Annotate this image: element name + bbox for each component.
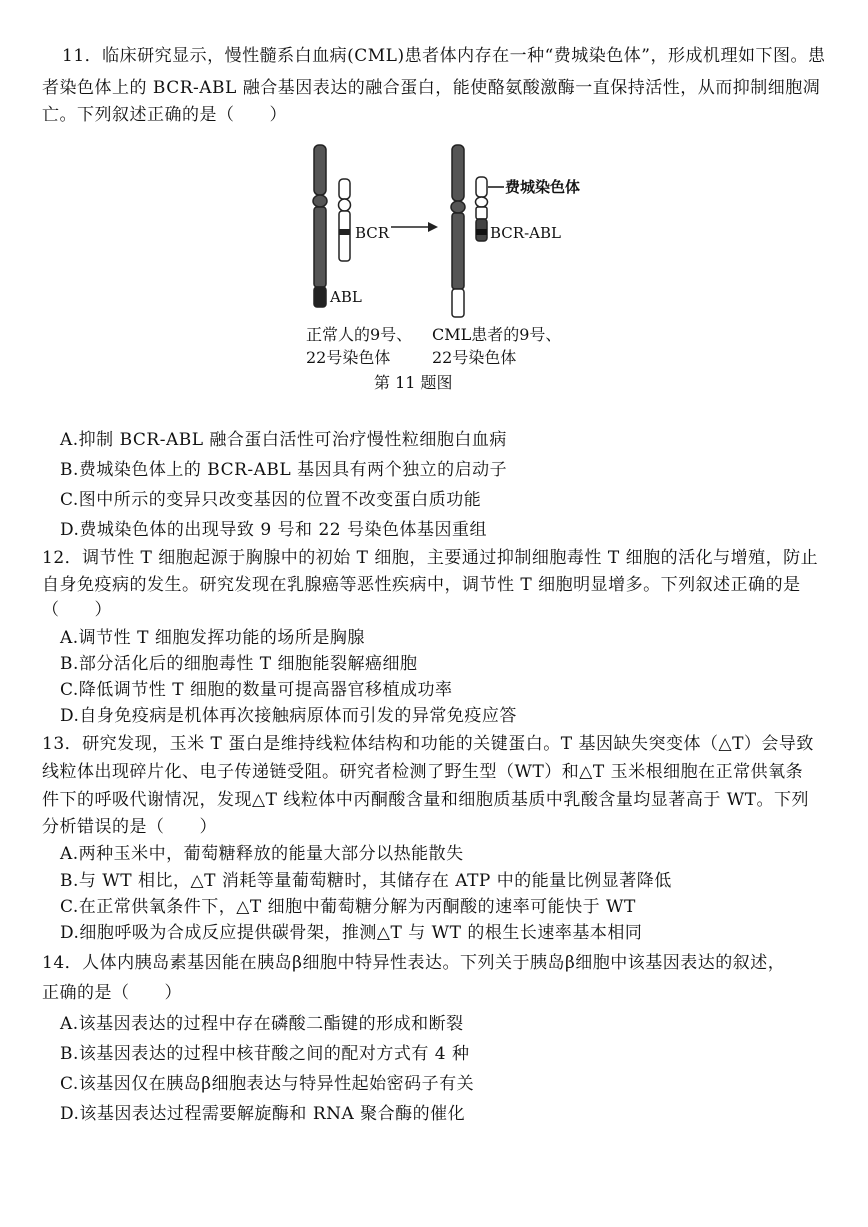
caption-cml-line-1: CML患者的9号、 [432, 325, 562, 344]
q13-stem-line-2: 线粒体出现碎片化、电子传递链受阻。研究者检测了野生型（WT）和△T 玉米根细胞在正常供氧条 [42, 762, 804, 782]
label-bcr: BCR [355, 224, 390, 242]
caption-normal-line-1: 正常人的9号、 [306, 325, 413, 344]
label-bcr-abl: BCR-ABL [490, 224, 561, 242]
q11-stem-line-1: 11．临床研究显示，慢性髓系白血病(CML)患者体内存在一种“费城染色体”，形成机理如下图。患 [62, 46, 826, 66]
caption-normal-line-2: 22号染色体 [306, 348, 391, 367]
caption-cml-line-2: 22号染色体 [432, 348, 517, 367]
q13-stem-line-3: 件下的呼吸代谢情况，发现△T 线粒体中丙酮酸含量和细胞质基质中乳酸含量均显著高于 WT。下列 [42, 790, 810, 810]
cml-chromosome-9 [451, 145, 465, 317]
q12-option-d: D.自身免疫病是机体再次接触病原体而引发的异常免疫应答 [60, 706, 517, 726]
q13-option-b: B.与 WT 相比，△T 消耗等量葡萄糖时，其储存在 ATP 中的能量比例显著降低 [60, 871, 672, 891]
q14-option-d: D.该基因表达过程需要解旋酶和 RNA 聚合酶的催化 [60, 1104, 466, 1124]
transformation-arrow [391, 222, 438, 232]
q11-stem-line-2: 者染色体上的 BCR-ABL 融合基因表达的融合蛋白，能使酪氨酸激酶一直保持活性，从而抑制细胞凋 [42, 78, 821, 98]
q14-option-c: C.该基因仅在胰岛β细胞表达与特异性起始密码子有关 [60, 1074, 475, 1094]
q11-stem-line-3: 亡。下列叙述正确的是（ ） [42, 105, 287, 125]
figure-title: 第 11 题图 [374, 373, 453, 392]
q12-stem-line-2: 自身免疫病的发生。研究发现在乳腺癌等恶性疾病中，调节性 T 细胞明显增多。下列叙述正确的是 [42, 575, 801, 595]
q11-option-c: C.图中所示的变异只改变基因的位置不改变蛋白质功能 [60, 490, 482, 510]
normal-chromosome-22 [339, 179, 351, 261]
q13-stem-line-1: 13．研究发现，玉米 T 蛋白是维持线粒体结构和功能的关键蛋白。T 基因缺失突变体（△T）会导致 [42, 734, 814, 754]
q13-stem-line-4: 分析错误的是（ ） [42, 817, 217, 837]
q14-option-a: A.该基因表达的过程中存在磷酸二酯键的形成和断裂 [60, 1014, 464, 1034]
q12-option-c: C.降低调节性 T 细胞的数量可提高器官移植成功率 [60, 680, 453, 700]
q11-option-b: B.费城染色体上的 BCR-ABL 基因具有两个独立的启动子 [60, 460, 508, 480]
q13-option-d: D.细胞呼吸为合成反应提供碳骨架，推测△T 与 WT 的根生长速率基本相同 [60, 923, 643, 943]
q11-option-d: D.费城染色体的出现导致 9 号和 22 号染色体基因重组 [60, 520, 487, 540]
q12-option-a: A.调节性 T 细胞发挥功能的场所是胸腺 [60, 628, 365, 648]
normal-chromosome-9 [313, 145, 327, 307]
q14-stem-line-2: 正确的是（ ） [42, 983, 182, 1003]
q14-option-b: B.该基因表达的过程中核苷酸之间的配对方式有 4 种 [60, 1044, 470, 1064]
label-abl: ABL [330, 288, 362, 306]
q13-option-a: A.两种玉米中，葡萄糖释放的能量大部分以热能散失 [60, 844, 464, 864]
q12-stem-line-1: 12．调节性 T 细胞起源于胸腺中的初始 T 细胞，主要通过抑制细胞毒性 T 细胞的活化与增殖，防止 [42, 548, 819, 568]
label-philadelphia: 费城染色体 [505, 178, 581, 196]
q11-option-a: A.抑制 BCR-ABL 融合蛋白活性可治疗慢性粒细胞白血病 [60, 430, 507, 450]
q13-option-c: C.在正常供氧条件下，△T 细胞中葡萄糖分解为丙酮酸的速率可能快于 WT [60, 897, 636, 917]
q14-stem-line-1: 14．人体内胰岛素基因能在胰岛β细胞中特异性表达。下列关于胰岛β细胞中该基因表达的叙述， [42, 953, 786, 973]
q12-option-b: B.部分活化后的细胞毒性 T 细胞能裂解癌细胞 [60, 654, 418, 674]
q12-stem-line-3: （ ） [42, 600, 112, 620]
